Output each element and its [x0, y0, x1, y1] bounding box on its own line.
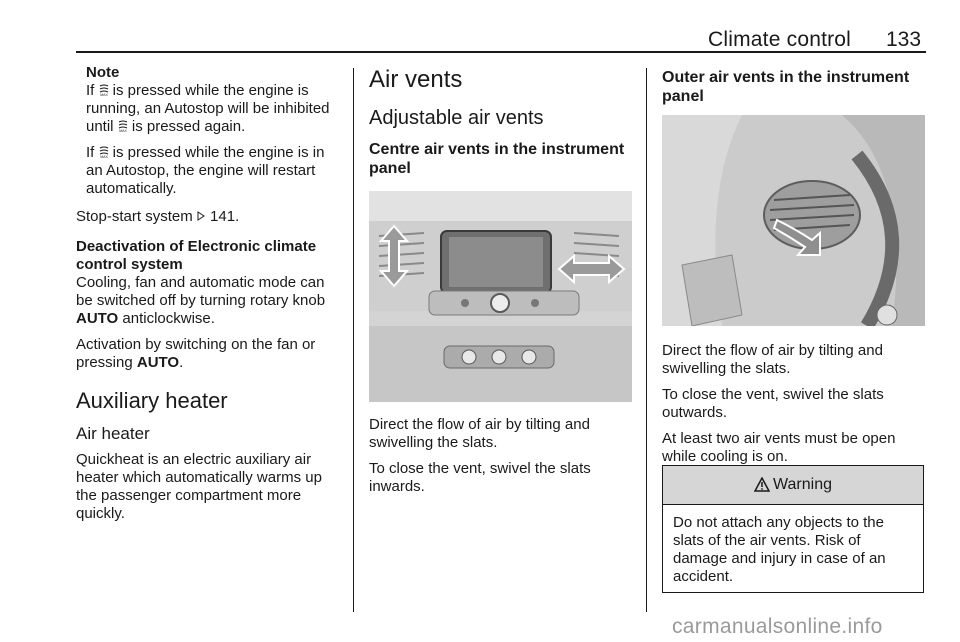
warning-text: Do not attach any objects to the slats of the air vents. Risk of damage and injury in case of an accident. [673, 514, 886, 585]
svg-text:MAX: MAX [99, 155, 108, 158]
deactivation-heading: Deactivation of Electronic climate control system [76, 238, 317, 273]
column-right-text [662, 342, 926, 466]
column-divider [646, 68, 647, 612]
max-fan-icon [118, 119, 128, 131]
watermark: carmanualsonline.info [672, 615, 883, 638]
centre-vents-paragraph: Direct the flow of air by tilting and swivelling the slats. [369, 416, 590, 451]
activation-paragraph: Activation by switching on the fan or pressing AUTO. [76, 336, 316, 371]
air-heater-heading: Air heater [76, 424, 150, 443]
max-fan-icon [99, 83, 109, 95]
air-heater-paragraph: Quickheat is an electric auxiliary air heater which automatically warms up the passenger compartment more quickly. [76, 451, 322, 522]
note-paragraph: If MAX is pressed while the engine is running, an Autostop will be inhibited until MAX is pressed again. [86, 82, 330, 135]
outer-vents-paragraph: Direct the flow of air by tilting and swivelling the slats. [662, 342, 883, 377]
warning-box [662, 465, 924, 593]
page-reference-arrow-icon [197, 208, 206, 226]
svg-text:MAX: MAX [99, 93, 108, 96]
column-middle-text [369, 416, 635, 496]
warning-header [663, 466, 923, 505]
column-divider [353, 68, 354, 612]
svg-text:MAX: MAX [118, 129, 127, 132]
header-rule [76, 51, 926, 53]
section-title: Air vents [369, 66, 463, 93]
centre-vents-close-paragraph: To close the vent, swivel the slats inwards. [369, 460, 591, 495]
column-right [662, 68, 926, 106]
section-subtitle: Adjustable air vents [369, 107, 544, 129]
note-paragraph: If MAX is pressed while the engine is in an Autostop, the engine will restart automatically. [86, 144, 325, 197]
note-title: Note [86, 64, 120, 81]
warning-triangle-icon [754, 477, 770, 493]
centre-vents-heading: Centre air vents in the instrument panel [369, 141, 625, 177]
cross-reference: Stop-start system 141. [76, 208, 240, 225]
deactivation-paragraph: Cooling, fan and automatic mode can be switched off by turning rotary knob AUTO anticlockwise. [76, 274, 326, 327]
note-block [76, 64, 342, 198]
column-middle [369, 66, 635, 178]
auxiliary-heater-heading: Auxiliary heater [76, 388, 228, 413]
warning-title: Warning [773, 476, 832, 493]
column-left [76, 64, 342, 523]
max-fan-icon [99, 145, 109, 157]
centre-air-vents-illustration [369, 191, 632, 402]
outer-air-vent-illustration [662, 115, 925, 326]
outer-vents-close-paragraph: To close the vent, swivel the slats outwards. [662, 386, 884, 421]
outer-vents-cooling-paragraph: At least two air vents must be open while cooling is on. [662, 430, 896, 465]
chapter-title: Climate control [708, 28, 852, 51]
outer-vents-heading: Outer air vents in the instrument panel [662, 69, 910, 105]
page-number: 133 [886, 28, 922, 51]
